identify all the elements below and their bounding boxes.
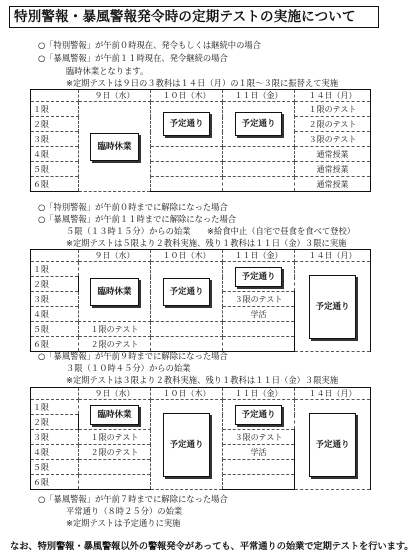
header-blank: [31, 388, 79, 400]
cell-yotei: [295, 400, 371, 490]
cell-empty: [223, 460, 295, 475]
cell-test: １限のテスト: [295, 102, 371, 117]
yotei-box: 予定通り: [163, 278, 209, 306]
cell-empty: [151, 322, 223, 337]
cell-empty: [223, 337, 295, 352]
schedule-table-1: [30, 89, 371, 192]
yotei-box: 予定通り: [163, 112, 209, 136]
sec1-line1: ○「特別警報」が午前０時現在、発令もしくは継続中の場合: [38, 40, 261, 50]
header-day: １０日（木）: [151, 90, 223, 102]
cell-tsujo: 通常授業: [295, 147, 371, 162]
rinji-box: 臨時休業: [90, 405, 138, 425]
cell-empty: [151, 337, 223, 352]
header-day: １１日（金）: [223, 90, 295, 102]
schedule-table-2: [30, 249, 371, 352]
cell-test: ３限のテスト: [223, 430, 295, 445]
period-label: ２限: [31, 415, 79, 430]
period-label: ３限: [31, 292, 79, 307]
yotei-box: 予定通り: [309, 275, 355, 339]
header-day: １０日（木）: [151, 388, 223, 400]
cell-test: ２限のテスト: [295, 117, 371, 132]
period-label: ６限: [31, 177, 79, 192]
period-label: ６限: [31, 475, 79, 490]
header-day: ９日（水）: [79, 250, 151, 262]
cell-rinji: [79, 262, 151, 322]
cell-test: ３限のテスト: [295, 132, 371, 147]
header-blank: [31, 90, 79, 102]
header-blank: [31, 250, 79, 262]
sec2-line4: ※定期テストは５限より２教科実施、残り１教科は１１日（金）３限に実施: [66, 238, 347, 248]
cell-test: ３限のテスト: [223, 292, 295, 307]
period-label: ３限: [31, 132, 79, 147]
cell-gakusai: 学活: [223, 307, 295, 322]
cell-empty: [223, 475, 295, 490]
period-label: ３限: [31, 430, 79, 445]
cell-test: １限のテスト: [79, 322, 151, 337]
period-label: １限: [31, 102, 79, 117]
period-label: １限: [31, 400, 79, 415]
cell-gakusai: 学活: [223, 445, 295, 460]
yotei-box: 予定通り: [309, 413, 355, 477]
cell-yotei: [151, 102, 223, 147]
cell-test: １限のテスト: [79, 430, 151, 445]
rinji-box: 臨時休業: [90, 278, 138, 306]
cell-empty: [151, 177, 223, 192]
cell-rinji: [79, 400, 151, 430]
period-label: ５限: [31, 162, 79, 177]
footer-note: なお、特別警報・暴風警報以外の警報発令があっても、平常通りの始業で定期テストを行います。: [10, 541, 414, 552]
header-day: １４日（月）: [295, 388, 371, 400]
period-label: ４限: [31, 147, 79, 162]
header-day: １４日（月）: [295, 90, 371, 102]
sec4-line3: ※定期テストは予定通りに実施: [66, 518, 181, 528]
cell-empty: [151, 162, 223, 177]
period-label: ６限: [31, 337, 79, 352]
period-label: ４限: [31, 445, 79, 460]
cell-yotei: [295, 262, 371, 352]
schedule-table-3: [30, 387, 371, 490]
cell-empty: [223, 162, 295, 177]
page-title: 特別警報・暴風警報発令時の定期テストの実施について: [9, 6, 379, 28]
cell-empty: [223, 322, 295, 337]
cell-tsujo: 通常授業: [295, 162, 371, 177]
yotei-box: 予定通り: [235, 405, 281, 425]
cell-test: ２限のテスト: [79, 445, 151, 460]
sec4-line2: 平常通り（８時２５分）の始業: [66, 506, 183, 516]
cell-yotei: [223, 262, 295, 292]
header-day: ９日（水）: [79, 90, 151, 102]
cell-yotei: [223, 400, 295, 430]
yotei-box: 予定通り: [163, 413, 209, 477]
sec3-line2: ３限（１０時４５分）からの始業: [66, 363, 191, 373]
period-label: ２限: [31, 277, 79, 292]
period-label: ４限: [31, 307, 79, 322]
period-label: １限: [31, 262, 79, 277]
sec3-line1: ○「暴風警報」が午前９時までに解除になった場合: [38, 351, 228, 361]
period-label: ５限: [31, 322, 79, 337]
sec2-line1: ○「特別警報」が午前０時までに解除になった場合: [38, 202, 228, 212]
yotei-box: 予定通り: [235, 267, 281, 287]
sec3-line3: ※定期テストは３限より２教科実施、残り１教科は１１日（金）３限実施: [66, 375, 339, 385]
cell-empty: [151, 147, 223, 162]
header-day: １０日（木）: [151, 250, 223, 262]
rinji-box: 臨時休業: [90, 133, 138, 161]
sec2-line3: ５限（１３時１５分）からの始業 ※給食中止（自宅で昼食を食べて登校）: [66, 226, 356, 236]
cell-yotei: [223, 102, 295, 147]
cell-empty: [79, 475, 151, 490]
sec1-line4: ※定期テストは９日の３教科は１４日（月）の１限～３限に振替えて実施: [66, 78, 339, 88]
period-label: ５限: [31, 460, 79, 475]
cell-test: ２限のテスト: [79, 337, 151, 352]
header-day: １４日（月）: [295, 250, 371, 262]
period-label: ２限: [31, 117, 79, 132]
sec1-line3: 臨時休業となります。: [66, 66, 149, 76]
header-day: １１日（金）: [223, 388, 295, 400]
yotei-box: 予定通り: [235, 112, 281, 136]
cell-yotei: [151, 262, 223, 322]
header-day: １１日（金）: [223, 250, 295, 262]
cell-yotei: [151, 400, 223, 490]
cell-empty: [223, 177, 295, 192]
cell-tsujo: 通常授業: [295, 177, 371, 192]
header-day: ９日（水）: [79, 388, 151, 400]
sec4-line1: ○「暴風警報」が午前７時までに解除になった場合: [38, 494, 228, 504]
cell-rinji: [79, 102, 151, 192]
sec2-line2: ○「暴風警報」が午前１１時までに解除になった場合: [38, 214, 237, 224]
sec1-line2: ○「暴風警報」が午前１１時現在、発令継続の場合: [38, 53, 228, 63]
cell-empty: [79, 460, 151, 475]
cell-empty: [223, 147, 295, 162]
